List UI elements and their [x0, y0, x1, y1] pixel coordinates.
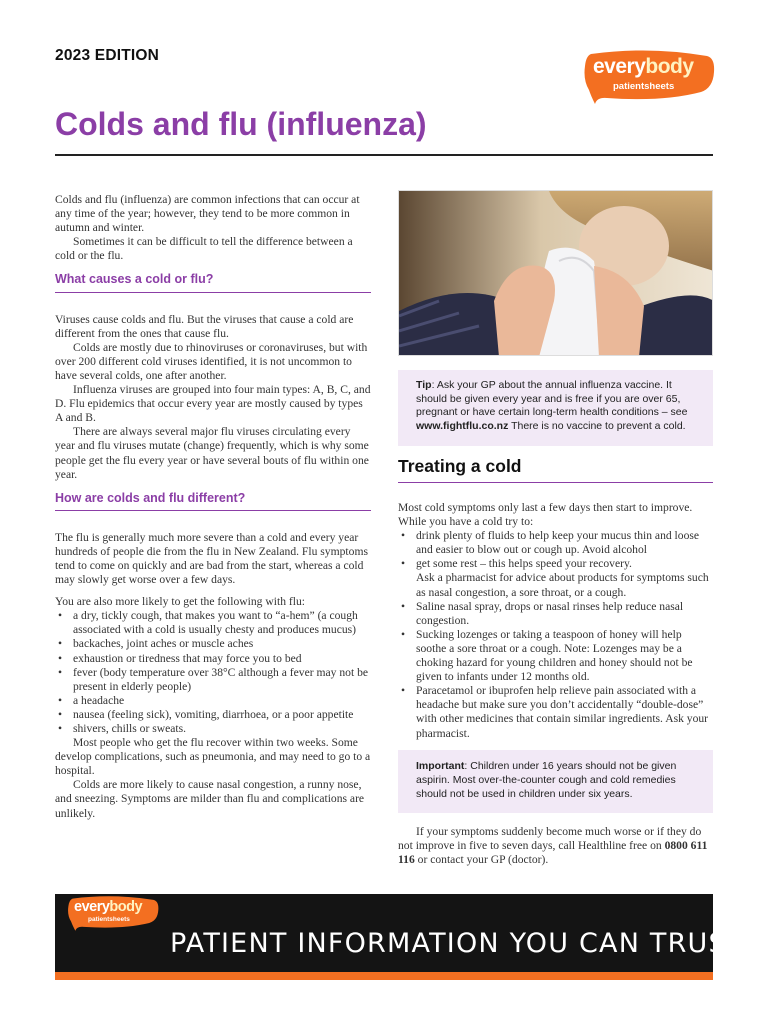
tip-callout	[398, 370, 713, 446]
causes-paragraph: Influenza viruses are grouped into four main types: A, B, C, and D. Flu epidemics that occur every year are mostly caused by types A and B.	[55, 383, 371, 425]
title-divider	[55, 154, 713, 156]
list-item: • a headache	[55, 694, 371, 708]
list-item: • nausea (feeling sick), vomiting, diarrhoea, or a poor appetite	[55, 708, 371, 722]
intro-paragraph: Sometimes it can be difficult to tell the difference between a cold or the flu.	[55, 235, 353, 263]
footer-tagline: PATIENT INFORMATION YOU CAN TRUST	[170, 928, 745, 959]
treat-intro: Most cold symptoms only last a few days then start to improve. While you have a cold try to:	[398, 501, 693, 529]
logo-subtitle: patientsheets	[88, 916, 130, 923]
difference-heading: How are colds and flu different?	[55, 491, 371, 511]
footer-logo	[67, 896, 159, 932]
list-item: • shivers, chills or sweats.	[55, 722, 371, 736]
important-text: : Children under 16 years should not be given aspirin. Most over-the-counter cough and cold remedies should not be used in children under six years.	[416, 760, 677, 800]
flu-symptom-list	[55, 609, 371, 736]
tip-text: : Ask your GP about the annual influenza vaccine. It should be given every year and is free if you are over 65, pregnant or have certain long-term health conditions – see	[416, 379, 688, 419]
list-item: • drink plenty of fluids to help keep your mucus thin and loose and easier to blow out or cough up. Avoid alcohol	[398, 529, 714, 557]
list-item: • fever (body temperature over 38°C although a fever may not be present in elderly people)	[55, 666, 371, 694]
pharmacist-note: Ask a pharmacist for advice about products for symptoms such as nasal congestion, a sore throat, or a cough.	[416, 571, 709, 599]
treatment-list	[398, 529, 714, 740]
treating-heading: Treating a cold	[398, 456, 713, 483]
logo-wordmark: everybody	[74, 899, 143, 915]
fightflu-link[interactable]: www.fightflu.co.nz	[416, 419, 509, 432]
tip-text-tail: There is no vaccine to prevent a cold.	[508, 419, 686, 432]
cold-symptoms-paragraph: Colds are more likely to cause nasal congestion, a runny nose, and sneezing. Symptoms are milder than flu and complications are unlikely.	[55, 778, 365, 820]
important-label: Important	[416, 760, 465, 772]
intro-paragraph: Colds and flu (influenza) are common infections that can occur at any time of the year; however, they tend to be more common in autumn and winter.	[55, 193, 360, 235]
healthline-paragraph: If your symptoms suddenly become much worse or if they do not improve in five to seven days, call Healthline free on 0800 611 116 or contact your GP (doctor).	[398, 825, 708, 867]
list-item: • Saline nasal spray, drops or nasal rinses help reduce nasal congestion.	[398, 600, 714, 628]
causes-paragraph: Viruses cause colds and flu. But the viruses that cause a cold are different from the ones that cause flu.	[55, 312, 354, 340]
list-item: • Paracetamol or ibuprofen help relieve pain associated with a headache but make sure you don’t accidentally “double-dose” with other medicines that contain similar ingredients. Ask your pharmacist.	[398, 684, 714, 740]
edition-label: 2023 EDITION	[55, 47, 160, 64]
tip-label: Tip	[416, 379, 432, 391]
difference-paragraph: The flu is generally much more severe than a cold and every year hundreds of people die from the flu in New Zealand. Flu symptoms tend to come on quickly and are bad from the start, whereas a cold may slowly get worse over a few days.	[55, 530, 368, 587]
recovery-paragraph: Most people who get the flu recover within two weeks. Some develop complications, such as pneumonia, and may need to go to a hospital.	[55, 736, 371, 778]
footer-stripe	[55, 972, 713, 980]
everybody-logo	[583, 50, 715, 106]
left-column	[55, 193, 371, 821]
logo-subtitle: patientsheets	[613, 81, 675, 92]
sneezing-person-photo	[398, 190, 713, 356]
causes-paragraph: Colds are mostly due to rhinoviruses or coronaviruses, but with over 200 different cold viruses identified, it is not uncommon to have several colds, one after another.	[55, 340, 368, 382]
list-item: • Sucking lozenges or taking a teaspoon of honey will help soothe a sore throat or a cough. Note: Lozenges may be a choking hazard for young children and honey should not be given to infants under 12 months old.	[398, 628, 714, 684]
list-item: • backaches, joint aches or muscle aches	[55, 637, 371, 651]
page-title: Colds and flu (influenza)	[55, 106, 427, 142]
difference-paragraph: You are also more likely to get the following with flu:	[55, 595, 305, 609]
healthline-phone[interactable]: 0800 611 116	[398, 839, 708, 867]
footer-banner	[55, 894, 745, 980]
list-item: • exhaustion or tiredness that may force you to bed	[55, 652, 371, 666]
causes-heading: What causes a cold or flu?	[55, 272, 371, 292]
important-callout	[398, 750, 713, 813]
list-item: • get some rest – this helps speed your recovery. Ask a pharmacist for advice about products for symptoms such as nasal congestion, a sore throat, or a cough.	[398, 557, 714, 599]
list-item: • a dry, tickly cough, that makes you want to “a-hem” (a cough associated with a cold is usually chesty and produces mucus)	[55, 609, 371, 637]
right-column	[398, 501, 714, 741]
causes-paragraph: There are always several major flu viruses circulating every year and flu viruses mutate (change) frequently, which is why some people get the flu every year or have several bouts of flu within one year.	[55, 425, 369, 481]
logo-wordmark: everybody	[593, 55, 694, 78]
